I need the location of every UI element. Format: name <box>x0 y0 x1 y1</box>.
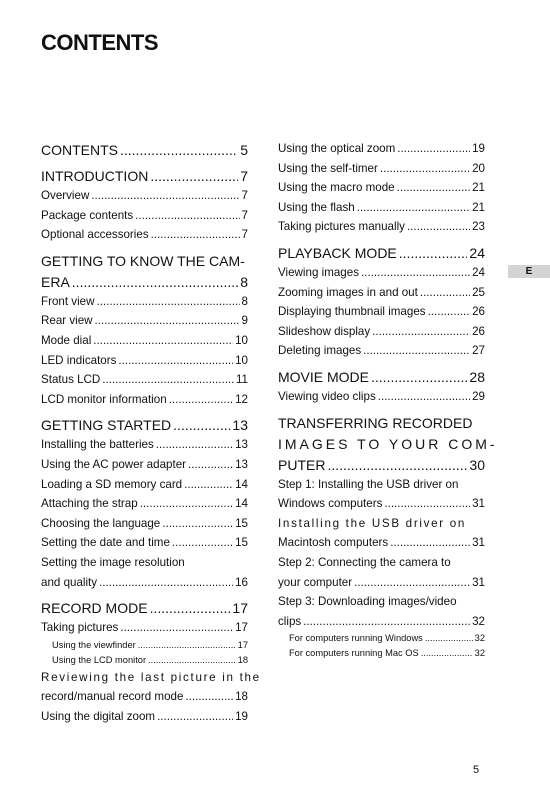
toc-right-column <box>278 139 498 661</box>
dot-leader <box>361 263 470 283</box>
toc-page-number: 14 <box>235 497 248 511</box>
toc-label: Setting the date and time <box>41 536 170 550</box>
toc-page-number: 19 <box>472 142 485 155</box>
toc-page-number: 24 <box>472 265 485 279</box>
toc-entry-row <box>278 198 485 218</box>
dot-leader <box>184 475 233 495</box>
dot-leader <box>138 638 236 653</box>
toc-entry-row <box>278 387 485 407</box>
dot-leader <box>357 198 470 218</box>
dot-leader <box>188 455 233 475</box>
dot-leader <box>148 653 236 668</box>
dot-leader <box>120 618 233 638</box>
toc-label: Macintosh computers <box>278 536 389 550</box>
toc-label: RECORD MODE <box>41 600 148 617</box>
toc-page-number: 18 <box>235 690 248 704</box>
toc-page-number: 5 <box>240 142 248 158</box>
toc-entry-row <box>41 494 248 514</box>
toc-entry-row <box>41 225 248 245</box>
toc-entry-row <box>278 533 485 553</box>
toc-entry-row <box>41 455 248 475</box>
toc-label: Installing the batteries <box>41 438 154 452</box>
toc-label: and quality <box>41 575 98 589</box>
toc-entry-row <box>278 283 485 303</box>
toc-section-row <box>41 415 248 435</box>
toc-page-number: 14 <box>235 477 248 491</box>
toc-label: PLAYBACK MODE <box>278 244 397 261</box>
toc-label: Deleting images <box>278 344 362 358</box>
toc-page-number: 12 <box>235 392 248 406</box>
toc-entry-row <box>41 573 248 593</box>
toc-page-number: 15 <box>235 536 248 550</box>
toc-page-number: 27 <box>472 344 485 358</box>
toc-label: your computer <box>278 575 353 589</box>
dot-leader <box>399 243 468 263</box>
dot-leader <box>91 186 239 206</box>
toc-section-row <box>41 598 248 618</box>
dot-leader <box>140 494 233 514</box>
toc-entry-row <box>278 322 485 342</box>
toc-page-number: 19 <box>235 709 248 723</box>
toc-label: INTRODUCTION <box>41 168 149 184</box>
toc-entry-row <box>41 206 248 226</box>
toc-page-number: 25 <box>472 285 485 299</box>
toc-page-number: 18 <box>237 654 248 665</box>
dot-leader <box>156 435 233 455</box>
dot-leader <box>150 166 238 186</box>
toc-subentry-row <box>41 638 248 653</box>
toc-page-number: 10 <box>235 353 248 367</box>
toc-label: Displaying thumbnail images <box>278 305 426 319</box>
dot-leader <box>371 367 467 387</box>
toc-page-number: 31 <box>472 536 485 550</box>
toc-entry-row <box>41 186 248 206</box>
toc-page-number: 24 <box>469 244 485 261</box>
dot-leader <box>420 283 470 303</box>
toc-label: clips <box>278 614 302 628</box>
dot-leader <box>428 302 471 322</box>
toc-label: Optional accessories <box>41 228 149 242</box>
toc-page-number: 26 <box>472 324 485 338</box>
toc-page-number: 31 <box>472 575 485 589</box>
toc-page-number: 16 <box>235 575 248 589</box>
toc-page-number: 17 <box>237 639 248 650</box>
dot-leader <box>172 533 233 553</box>
toc-label: Package contents <box>41 208 134 222</box>
toc-label: Using the viewfinder <box>52 639 136 650</box>
toc-page-number: 20 <box>472 161 485 175</box>
toc-entry-row <box>41 331 248 351</box>
toc-page-number: 17 <box>235 621 248 635</box>
toc-label: Windows computers <box>278 497 383 511</box>
toc-entry-row <box>278 494 485 514</box>
toc-page-number: 10 <box>235 333 248 347</box>
toc-entry-row <box>41 687 248 707</box>
dot-leader <box>102 370 234 390</box>
toc-label: Attaching the strap <box>41 497 138 511</box>
toc-subentry-row <box>278 646 485 661</box>
toc-page-number: 21 <box>472 181 485 195</box>
dot-leader <box>185 687 233 707</box>
toc-page-number: 13 <box>232 417 248 434</box>
dot-leader <box>120 140 238 160</box>
toc-page-number: 32 <box>474 648 485 659</box>
dot-leader <box>118 351 233 371</box>
dot-leader <box>135 206 239 226</box>
toc-entry-row <box>278 178 485 198</box>
toc-entry-row <box>41 514 248 534</box>
toc-label: Taking pictures <box>41 621 119 635</box>
dot-leader <box>380 159 470 179</box>
dot-leader <box>407 217 470 237</box>
toc-page-number: 17 <box>232 600 248 617</box>
toc-label: Choosing the language <box>41 516 161 530</box>
toc-page-number: 8 <box>240 273 248 290</box>
dot-leader <box>150 598 231 618</box>
toc-entry-row <box>41 707 248 727</box>
dot-leader <box>421 646 473 661</box>
toc-entry-text: Step 2: Connecting the camera to <box>278 555 451 569</box>
toc-entry-row <box>278 341 485 361</box>
toc-subentry-row <box>41 653 248 668</box>
toc-page-number: 21 <box>472 200 485 214</box>
toc-page-number: 9 <box>241 314 248 328</box>
toc-left-column <box>41 140 261 726</box>
toc-section-row <box>278 367 485 387</box>
dot-leader <box>397 178 470 198</box>
toc-section-row <box>278 455 485 475</box>
toc-page-number: 31 <box>472 497 485 511</box>
toc-page-number: 28 <box>469 368 485 385</box>
toc-page-number: 15 <box>235 516 248 530</box>
toc-label: Using the optical zoom <box>278 142 396 155</box>
toc-page-number: 13 <box>235 438 248 452</box>
toc-section-row <box>278 243 485 263</box>
toc-page-number: 30 <box>469 456 485 473</box>
toc-page-number: 29 <box>472 389 485 403</box>
toc-entry-row <box>41 370 248 390</box>
toc-entry-text: Installing the USB driver on <box>278 516 467 530</box>
toc-label: Using the digital zoom <box>41 709 156 723</box>
toc-section-row <box>41 166 248 186</box>
toc-entry-row <box>278 217 485 237</box>
toc-label: Status LCD <box>41 373 101 387</box>
toc-page-number: 7 <box>241 208 248 222</box>
toc-label: Zooming images in and out <box>278 285 418 299</box>
toc-label: Viewing images <box>278 265 359 279</box>
toc-label: GETTING STARTED <box>41 417 172 434</box>
toc-entry-row <box>41 351 248 371</box>
toc-label: Overview <box>41 189 90 202</box>
dot-leader <box>378 387 470 407</box>
toc-label: Using the self-timer <box>278 161 378 175</box>
toc-page-number: 23 <box>472 220 485 234</box>
toc-page-number: 32 <box>474 633 485 644</box>
toc-page-number: 13 <box>235 457 248 471</box>
toc-label: Using the AC power adapter <box>41 457 187 471</box>
toc-page-number: 8 <box>241 294 248 308</box>
toc-page-number: 26 <box>472 305 485 319</box>
dot-leader <box>425 631 473 646</box>
toc-label: record/manual record mode <box>41 690 184 704</box>
dot-leader <box>384 494 470 514</box>
toc-label: For computers running Mac OS <box>289 648 419 659</box>
toc-label: For computers running Windows <box>289 633 423 644</box>
toc-section-row <box>41 272 248 292</box>
dot-leader <box>93 331 233 351</box>
toc-page-number: 7 <box>241 228 248 242</box>
dot-leader <box>96 292 239 312</box>
toc-entry-row <box>41 311 248 331</box>
toc-entry-row <box>278 159 485 179</box>
dot-leader <box>169 390 233 410</box>
toc-label: ERA <box>41 273 70 290</box>
dot-leader <box>354 573 470 593</box>
toc-entry-row <box>278 612 485 632</box>
toc-entry-text: Reviewing the last picture in the <box>41 670 261 684</box>
dot-leader <box>327 455 467 475</box>
toc-section-text: IMAGES TO YOUR COM- <box>278 435 498 452</box>
toc-entry-text: Step 3: Downloading images/video <box>278 595 457 609</box>
toc-label: MOVIE MODE <box>278 368 370 385</box>
toc-label: Taking pictures manually <box>278 220 405 234</box>
toc-label: PUTER <box>278 456 326 473</box>
toc-entry-row <box>41 435 248 455</box>
toc-section-row <box>41 140 248 160</box>
toc-entry-row <box>41 390 248 410</box>
toc-entry-row <box>278 139 485 159</box>
toc-label: Using the flash <box>278 200 355 214</box>
dot-leader <box>390 533 470 553</box>
toc-label: CONTENTS <box>41 142 118 158</box>
toc-page-number: 7 <box>240 168 248 184</box>
toc-label: Slideshow display <box>278 324 371 338</box>
dot-leader <box>95 311 240 331</box>
toc-entry-row <box>278 263 485 283</box>
toc-entry-row <box>41 618 248 638</box>
dot-leader <box>397 139 470 159</box>
toc-label: Front view <box>41 294 95 308</box>
toc-label: Mode dial <box>41 333 92 347</box>
dot-leader <box>99 573 233 593</box>
toc-subentry-row <box>278 631 485 646</box>
toc-page-number: 11 <box>235 373 248 387</box>
page-title: CONTENTS <box>41 30 158 55</box>
toc-section-text: GETTING TO KNOW THE CAM- <box>41 252 245 269</box>
toc-entry-text: Step 1: Installing the USB driver on <box>278 477 459 491</box>
dot-leader <box>173 415 230 435</box>
toc-label: LED indicators <box>41 353 117 367</box>
toc-label: LCD monitor information <box>41 392 167 406</box>
toc-entry-row <box>41 292 248 312</box>
toc-label: Using the macro mode <box>278 181 395 195</box>
toc-entry-row <box>278 302 485 322</box>
dot-leader <box>72 272 238 292</box>
toc-section-text: TRANSFERRING RECORDED <box>278 414 473 431</box>
dot-leader <box>363 341 470 361</box>
dot-leader <box>162 514 233 534</box>
toc-entry-row <box>41 533 248 553</box>
dot-leader <box>151 225 240 245</box>
toc-entry-row <box>278 573 485 593</box>
dot-leader <box>372 322 470 342</box>
toc-entry-text: Setting the image resolution <box>41 555 185 569</box>
section-tab: E <box>508 265 550 278</box>
toc-page-number: 7 <box>241 189 248 202</box>
toc-label: Viewing video clips <box>278 389 376 403</box>
toc-entry-row <box>41 475 248 495</box>
dot-leader <box>303 612 470 632</box>
toc-label: Loading a SD memory card <box>41 477 183 491</box>
toc-label: Using the LCD monitor <box>52 654 147 665</box>
dot-leader <box>157 707 233 727</box>
toc-label: Rear view <box>41 314 93 328</box>
page-number: 5 <box>473 764 480 776</box>
toc-page-number: 32 <box>472 614 485 628</box>
